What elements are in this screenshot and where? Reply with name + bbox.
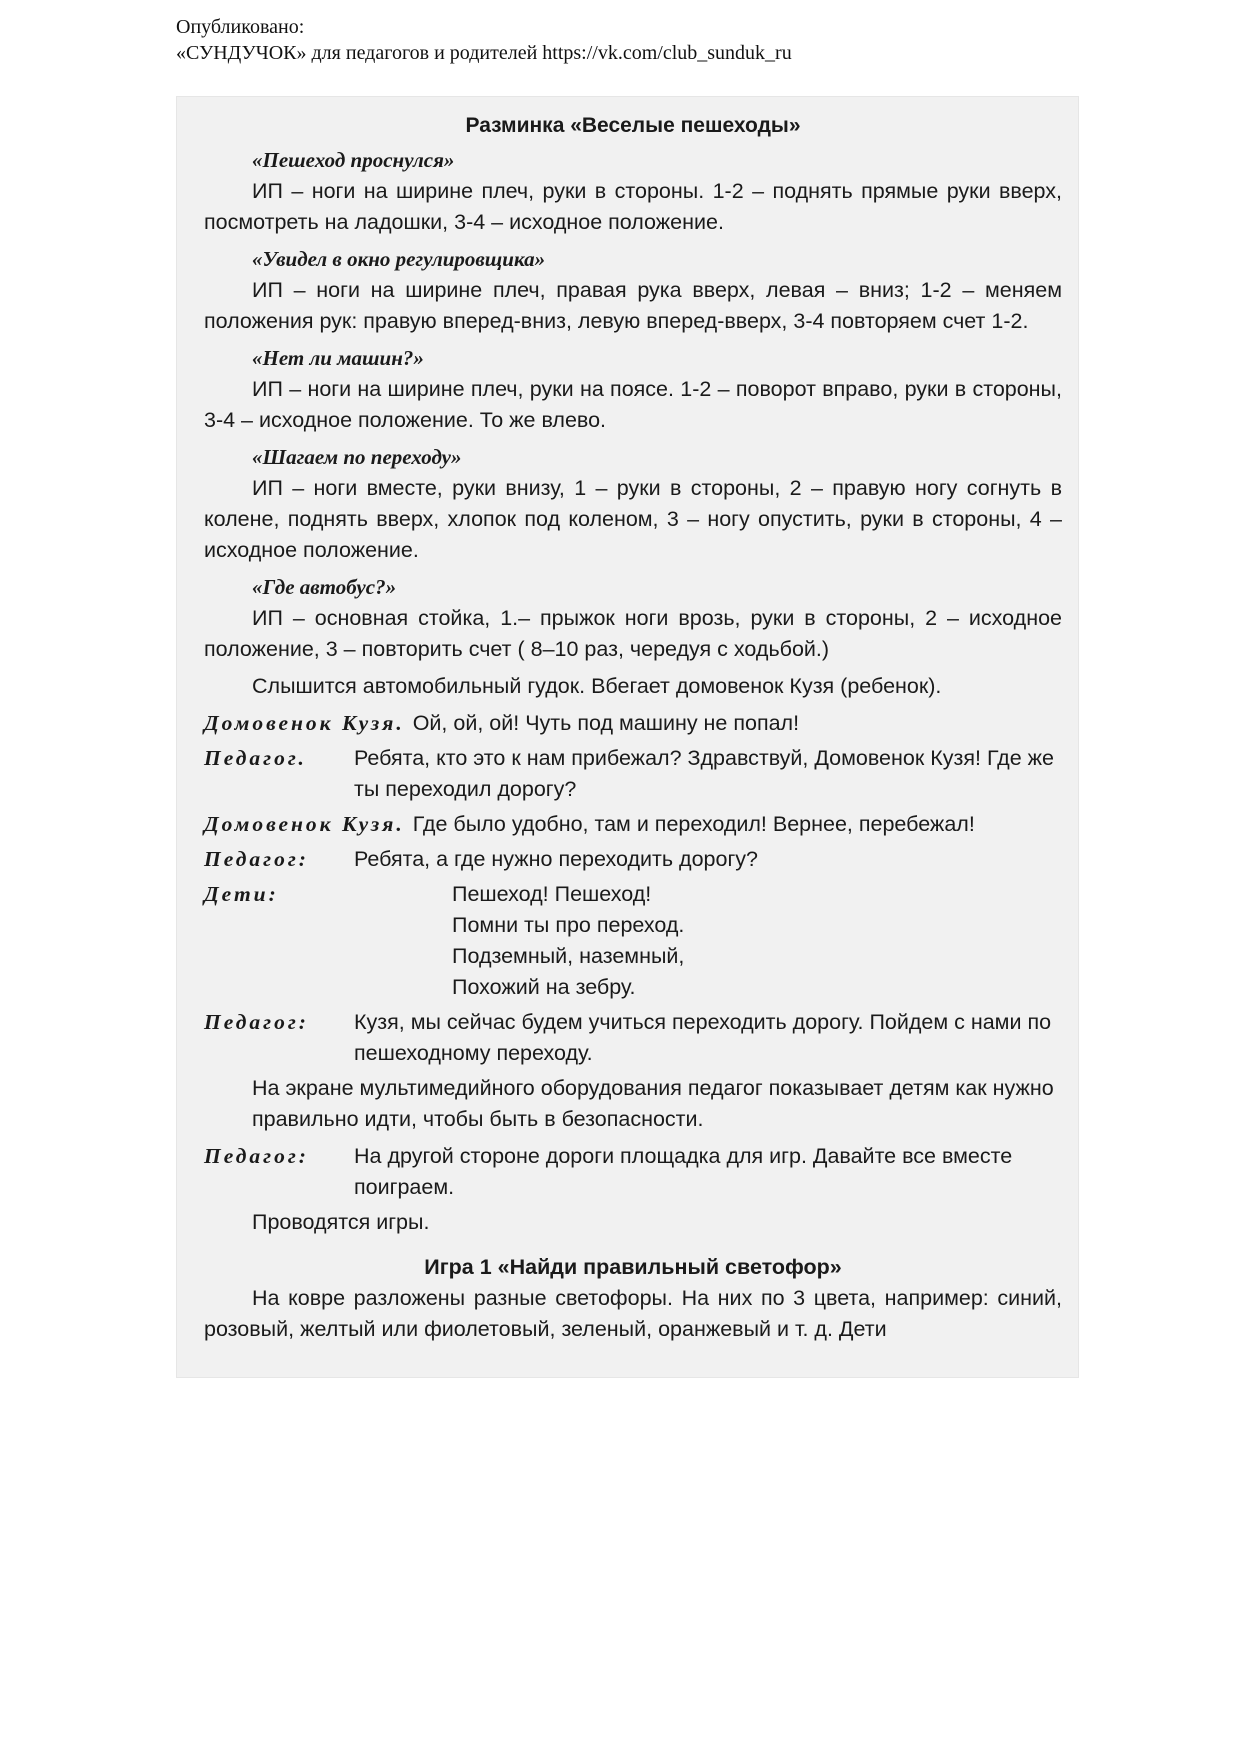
speaker-name: Педагог: [204, 1010, 309, 1034]
exercise-title: «Нет ли машин?» [252, 346, 424, 370]
verse-line: Похожий на зебру. [452, 975, 636, 999]
exercise-text: ИП – основная стойка, 1.– прыжок ноги врозь, руки в стороны, 2 – исходное положение, 3 – повторить счет ( 8–10 раз, чередуя с ходьбой.) [204, 606, 1062, 661]
dialogue-line [204, 809, 1062, 840]
exercise-text: ИП – ноги вместе, руки внизу, 1 – руки в стороны, 2 – правую ногу согнуть в колене, поднять вверх, хлопок под коленом, 3 – ногу опустить, руки в стороны, 4 – исходное положение. [204, 476, 1062, 562]
warmup-title: Разминка «Веселые пешеходы» [465, 114, 801, 137]
exercise-title: «Увидел в окно регулировщика» [252, 247, 546, 271]
dialogue-line [204, 743, 1062, 805]
stage-direction: Проводятся игры. [252, 1210, 430, 1234]
speaker-name: Педагог: [204, 847, 309, 871]
dialogue-text: На другой стороне дороги площадка для игр. Давайте все вместе поиграем. [354, 1144, 1013, 1199]
exercise-text: ИП – ноги на ширине плеч, руки в стороны. 1-2 – поднять прямые руки вверх, посмотреть на ладошки, 3-4 – исходное положение. [204, 179, 1062, 234]
exercise-title: «Пешеход проснулся» [252, 148, 455, 172]
dialogue-text: Где было удобно, там и переходил! Вернее, перебежал! [412, 812, 975, 836]
dialogue-text: Ой, ой, ой! Чуть под машину не попал! [412, 711, 800, 735]
dialogue-line [204, 708, 1062, 739]
speaker-name: Педагог: [204, 1144, 309, 1168]
dialogue-line [204, 1141, 1062, 1203]
game-text: На ковре разложены разные светофоры. На них по 3 цвета, например: синий, розовый, желтый или фиолетовый, зеленый, оранжевый и т. д. Дети [204, 1286, 1062, 1341]
dialogue-line [204, 1007, 1062, 1069]
verse-line: Помни ты про переход. [452, 913, 685, 937]
dialogue-text: Ребята, кто это к нам прибежал? Здравствуй, Домовенок Кузя! Где же ты переходил дорогу? [354, 746, 1054, 801]
exercise-title: «Шагаем по переходу» [252, 445, 462, 469]
verse-line: Пешеход! Пешеход! [452, 882, 652, 906]
scanned-page [176, 96, 1079, 1378]
dialogue-text: Кузя, мы сейчас будем учиться переходить дорогу. Пойдем с нами по пешеходному переходу. [354, 1010, 1052, 1065]
speaker-name: Домовенок Кузя. [204, 812, 405, 836]
verse [354, 879, 1062, 1003]
dialogue-text: Ребята, а где нужно переходить дорогу? [354, 847, 759, 871]
header-line-1: Опубликовано: [176, 16, 305, 38]
speaker-name: Педагог. [204, 746, 307, 770]
verse-line: Подземный, наземный, [452, 944, 685, 968]
game-title: Игра 1 «Найди правильный светофор» [424, 1255, 842, 1279]
dialogue-line [204, 844, 1062, 875]
page-content [204, 104, 1062, 1351]
stage-direction: На экране мультимедийного оборудования педагог показывает детям как нужно правильно идти, чтобы быть в безопасности. [252, 1076, 1054, 1131]
publication-header [176, 14, 792, 66]
speaker-name: Домовенок Кузя. [204, 711, 405, 735]
exercise-text: ИП – ноги на ширине плеч, руки на поясе. 1-2 – поворот вправо, руки в стороны, 3-4 – исходное положение. То же влево. [204, 377, 1062, 432]
dialogue-line [204, 879, 1062, 1003]
stage-direction: Слышится автомобильный гудок. Вбегает домовенок Кузя (ребенок). [252, 674, 942, 698]
exercise-title: «Где автобус?» [252, 575, 397, 599]
header-line-2: «СУНДУЧОК» для педагогов и родителей https://vk.com/club_sunduk_ru [176, 42, 792, 64]
exercise-text: ИП – ноги на ширине плеч, правая рука вверх, левая – вниз; 1-2 – меняем положения рук: правую вперед-вниз, левую вперед-вверх, 3-4 повторяем счет 1-2. [204, 278, 1062, 333]
speaker-name: Дети: [204, 882, 279, 906]
